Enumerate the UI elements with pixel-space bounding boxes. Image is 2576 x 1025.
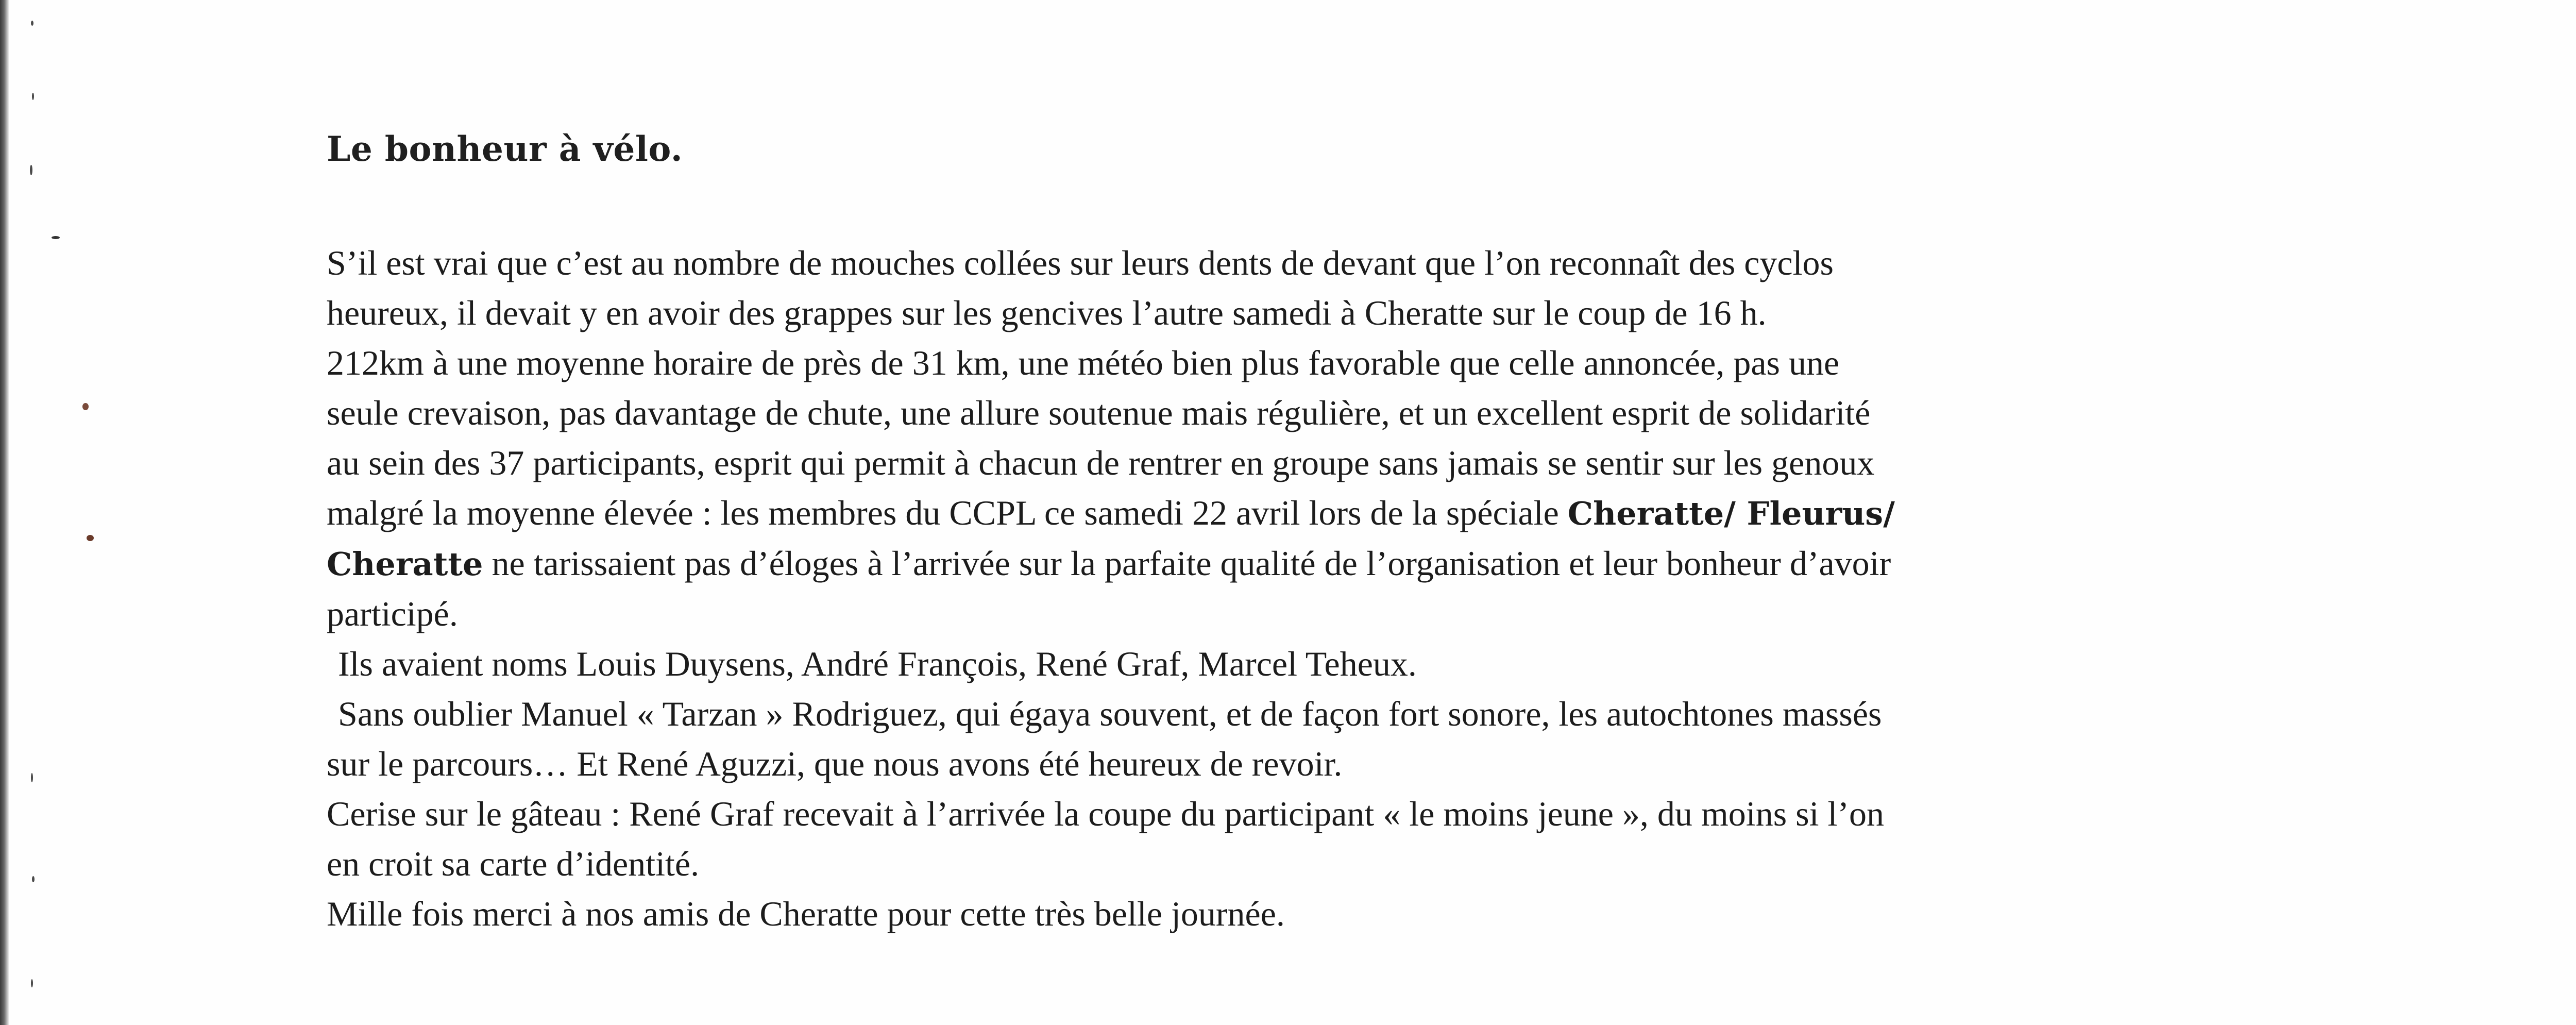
article-title: Le bonheur à vélo.: [327, 129, 683, 169]
scan-left-edge: [0, 0, 9, 1025]
body-line: 212km à une moyenne horaire de près de 31 km, une météo bien plus favorable que celle annoncée, pas une: [327, 343, 1840, 382]
scan-speck: [31, 773, 33, 782]
route-name-bold: Cheratte/ Fleurus/: [1567, 495, 1895, 532]
body-line: malgré la moyenne élevée : les membres du CCPL ce samedi 22 avril lors de la spéciale Cheratte/ Fleurus/: [327, 493, 1895, 532]
body-line: au sein des 37 participants, esprit qui permit à chacun de rentrer en groupe sans jamais se sentir sur les genoux: [327, 443, 1875, 482]
scan-speck: [31, 979, 33, 987]
scan-speck: [87, 535, 94, 541]
route-name-bold: Cheratte: [327, 545, 483, 583]
scan-speck: [82, 403, 89, 410]
scan-speck: [32, 876, 35, 882]
scan-speck: [52, 236, 60, 239]
body-line: participé.: [327, 594, 458, 633]
body-line: seule crevaison, pas davantage de chute, une allure soutenue mais régulière, et un excellent esprit de solidarité: [327, 393, 1871, 432]
article-body: [327, 238, 2439, 939]
body-line: Cheratte ne tarissaient pas d’éloges à l’arrivée sur la parfaite qualité de l’organisation et leur bonheur d’avoir: [327, 544, 1891, 583]
body-line: Ils avaient noms Louis Duysens, André François, René Graf, Marcel Teheux.: [338, 644, 1417, 683]
body-line: S’il est vrai que c’est au nombre de mouches collées sur leurs dents de devant que l’on reconnaît des cyclos: [327, 243, 1834, 282]
body-line: heureux, il devait y en avoir des grappes sur les gencives l’autre samedi à Cheratte sur le coup de 16 h.: [327, 293, 1767, 332]
body-line: Cerise sur le gâteau : René Graf recevait à l’arrivée la coupe du participant « le moins jeune », du moins si l’on: [327, 794, 1885, 833]
body-line: sur le parcours… Et René Aguzzi, que nous avons été heureux de revoir.: [327, 744, 1343, 783]
scan-speck: [32, 93, 34, 100]
body-line: Sans oublier Manuel « Tarzan » Rodriguez, qui égaya souvent, et de façon fort sonore, les autochtones massés: [338, 694, 1882, 733]
body-line: en croit sa carte d’identité.: [327, 844, 700, 883]
scan-speck: [30, 165, 32, 175]
scan-speck: [31, 21, 33, 26]
body-line: Mille fois merci à nos amis de Cheratte pour cette très belle journée.: [327, 894, 1285, 933]
